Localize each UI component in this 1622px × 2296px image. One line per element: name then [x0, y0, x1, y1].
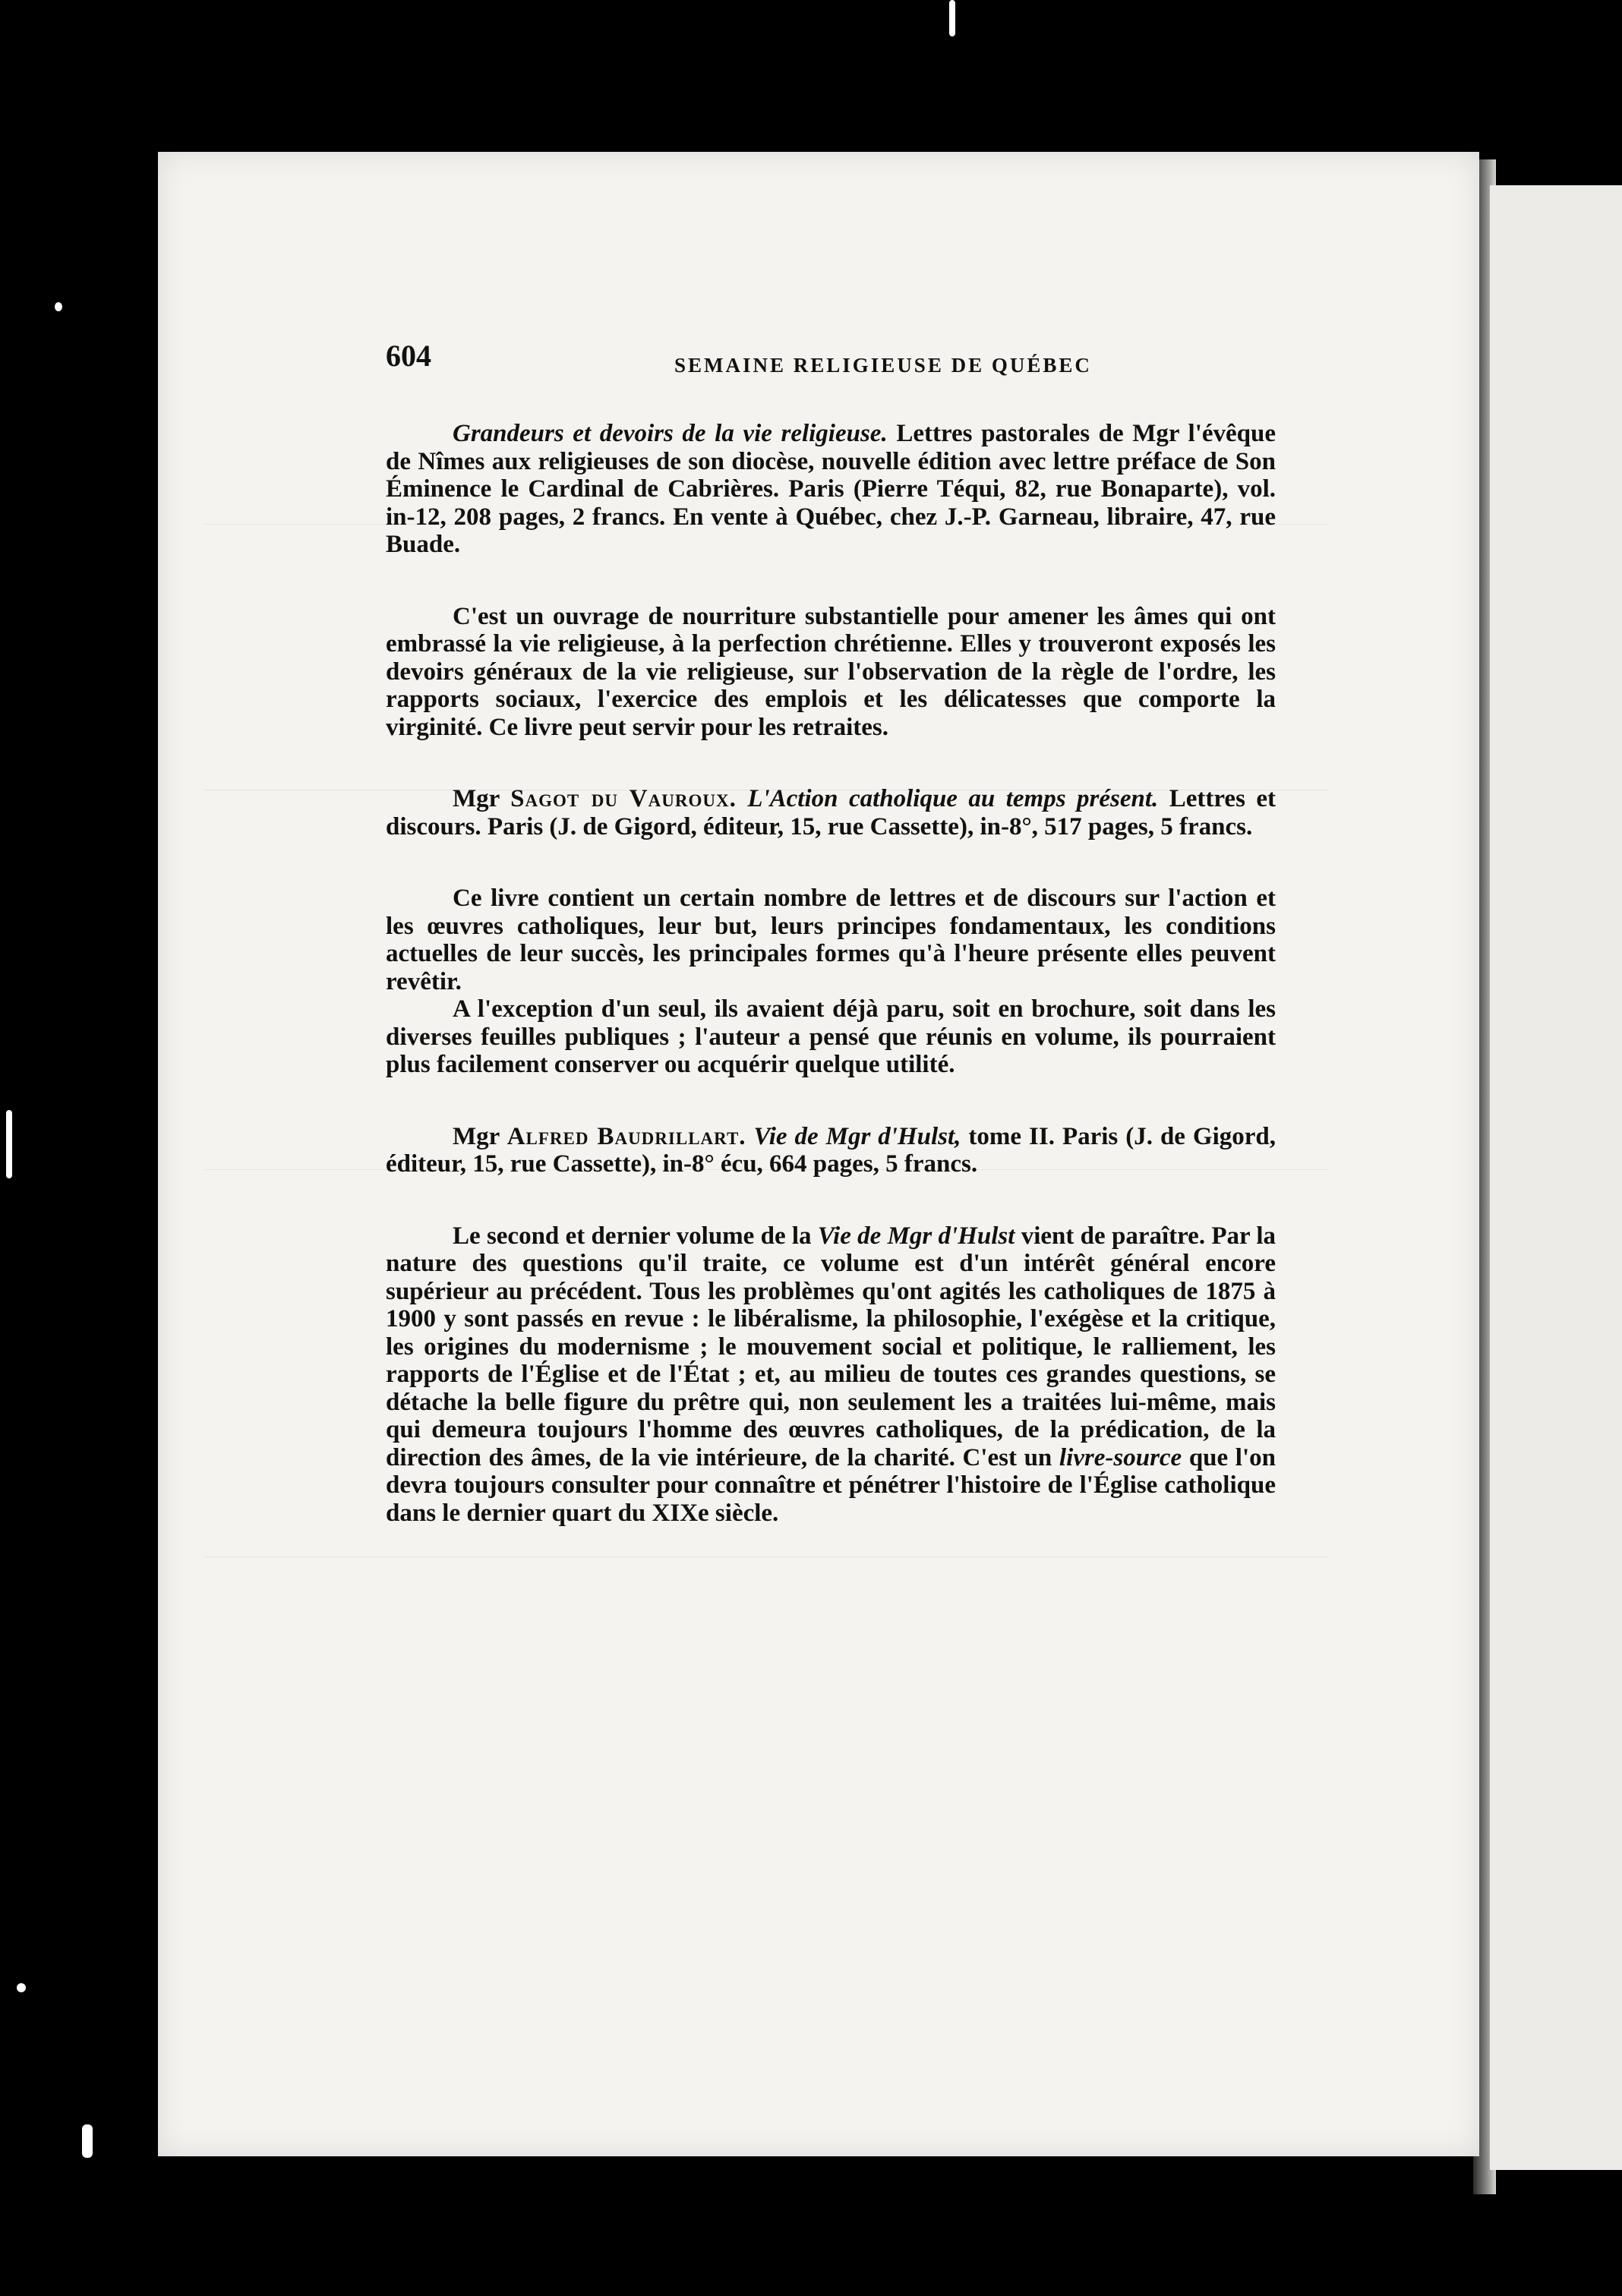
author-prefix: Mgr — [453, 785, 500, 812]
author-prefix: Mgr — [453, 1122, 500, 1150]
citation-details: Lettres et discours. Paris (J. de Gigord, éditeur, 15, rue Cassette), in-8°, 517 pages, 5 francs. — [386, 785, 1276, 840]
citation-details: tome II. Paris (J. de Gigord, éditeur, 15, rue Cassette), in-8° écu, 664 pages, 5 francs. — [386, 1122, 1276, 1178]
book-title: Grandeurs et devoirs de la vie religieuse. — [453, 420, 888, 447]
page-content — [226, 339, 1289, 1527]
emphasized-term: livre-source — [1059, 1443, 1182, 1471]
book-citation — [226, 1123, 1289, 1178]
author-name: Alfred Baudrillart. — [506, 1122, 746, 1150]
review-paragraph: Ce livre contient un certain nombre de lettres et de discours sur l'action et les œuvres catholiques, leur but, leurs principes fondamentaux, les conditions actuelles de leur succès, les principales formes qu'à l'heure présente elles peuvent revêtir. — [386, 885, 1276, 995]
review-paragraph — [226, 1222, 1289, 1528]
page-number: 604 — [386, 339, 431, 373]
running-head: SEMAINE RELIGIEUSE DE QUÉBEC — [674, 354, 1092, 377]
book-citation — [226, 785, 1289, 840]
adjacent-page — [1490, 185, 1622, 2170]
page-header — [226, 339, 1289, 391]
review-paragraph: A l'exception d'un seul, ils avaient déjà paru, soit en brochure, soit dans les diverses feuilles publiques ; l'auteur a pensé que réunis en volume, ils pourraient plus facilement conserver ou acquérir quelque utilité. — [386, 995, 1276, 1078]
book-title: L'Action catholique au temps présent. — [747, 785, 1159, 812]
book-entry — [226, 785, 1289, 1079]
review-paragraph: C'est un ouvrage de nourriture substantielle pour amener les âmes qui ont embrassé la vie religieuse, à la perfection chrétienne. Elles y trouveront exposés les devoirs généraux de la vie religieuse, sur l'observation de la règle de l'ordre, les rapports sociaux, l'exercice des emplois et les délicatesses que comporte la virginité. Ce livre peut servir pour les retraites. — [386, 602, 1276, 741]
book-entry — [226, 1123, 1289, 1528]
citation-details: Lettres pastorales de Mgr l'évêque de Nîmes aux religieuses de son diocèse, nouvelle édition avec lettre préface de Son Éminence le Cardinal de Cabrières. Paris (Pierre Téqui, 82, rue Bonaparte), vol. in-12, 208 pages, 2 francs. En vente à Québec, chez J.-P. Garneau, libraire, 47, rue Buade. — [386, 420, 1276, 558]
cited-title: Vie de Mgr d'Hulst — [817, 1222, 1015, 1250]
author-name: Sagot du Vauroux. — [510, 785, 737, 812]
review-text: que l'on devra toujours consulter pour connaître et pénétrer l'histoire de l'Église catholique dans le dernier quart du XIXe siècle. — [386, 1443, 1276, 1527]
book-citation — [226, 420, 1289, 559]
book-entry — [226, 420, 1289, 741]
review-text: vient de paraître. Par la nature des questions qu'il traite, ce volume est d'un intérêt général encore supérieur au précédent. Tous les problèmes qu'ont agités les catholiques de 1875 à 1900 y sont passés en revue : le libéralisme, la philosophie, l'exégèse et la critique, les origines du modernisme ; le mouvement social et politique, le ralliement, les rapports de l'Église et de l'État ; et, au milieu de toutes ces grandes questions, se détache la belle figure du prêtre qui, non seulement les a traitées lui-même, mais qui demeura toujours l'homme des œuvres catholiques, de la prédication, de la direction des âmes, de la vie intérieure, de la charité. C'est un — [386, 1222, 1276, 1471]
bleed-through — [205, 1556, 1329, 1557]
book-title: Vie de Mgr d'Hulst, — [753, 1122, 961, 1150]
review-text: Le second et dernier volume de la — [453, 1222, 812, 1250]
